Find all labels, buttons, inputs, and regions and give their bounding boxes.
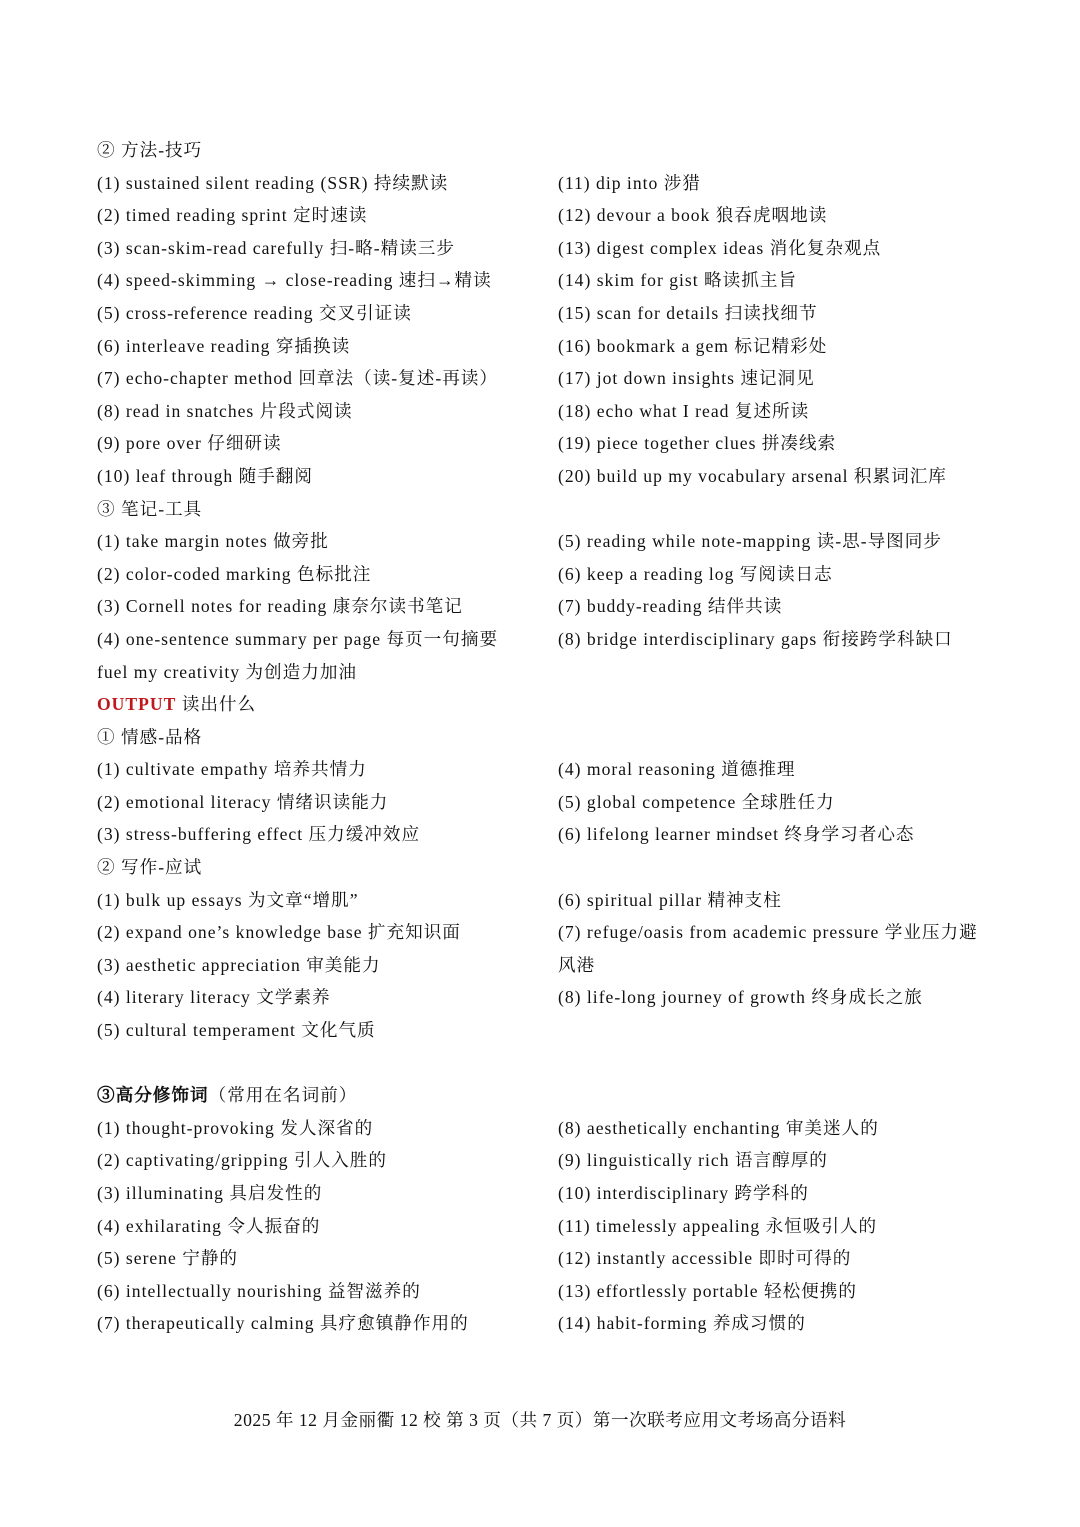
list-item: (5) serene 宁静的 (12) instantly accessible 即时可得的 xyxy=(97,1248,852,1269)
list-item: (2) expand one’s knowledge base 扩充知识面 (7) refuge/oasis from academic pressure 学业压力避 风港 xyxy=(0,916,1080,949)
list-item: (6) intellectually nourishing 益智滋养的 (13) effortlessly portable 轻松便携的 xyxy=(97,1280,857,1301)
section-number: ③ xyxy=(97,1085,116,1106)
list-item: (2) captivating/gripping 引人入胜的 (9) linguistically rich 语言醇厚的 xyxy=(97,1150,828,1171)
section-title: 笔记-工具 xyxy=(121,498,203,519)
section-number: ② xyxy=(97,857,116,878)
output-heading-en: OUTPUT xyxy=(97,694,177,715)
list-item: (4) one-sentence summary per page 每页一句摘要 (8) bridge interdisciplinary gaps 衔接跨学科缺口 xyxy=(97,628,953,649)
section-heading-writing xyxy=(0,851,1080,884)
list-item: (3) aesthetic appreciation 审美能力 xyxy=(97,954,381,975)
list-item: (7) echo-chapter method 回章法（读-复述-再读） (17) jot down insights 速记洞见 xyxy=(97,368,815,389)
list-item: fuel my creativity 为创造力加油 xyxy=(97,661,358,682)
list-item: (1) bulk up essays 为文章“增肌” (6) spiritual pillar 精神支柱 xyxy=(97,889,782,910)
section-number: ② xyxy=(97,140,116,160)
section-title: 情感-品格 xyxy=(121,726,203,747)
list-item: (4) exhilarating 令人振奋的 (11) timelessly appealing 永恒吸引人的 xyxy=(97,1215,878,1236)
list-item: (5) cultural temperament 文化气质 xyxy=(97,1020,376,1041)
list-item: (1) sustained silent reading (SSR) 持续默读 (11) dip into 涉猎 xyxy=(97,172,701,193)
section-number: ① xyxy=(97,726,116,747)
output-heading xyxy=(0,688,1080,721)
section-title: 方法-技巧 xyxy=(121,140,203,160)
list-item: (1) cultivate empathy 培养共情力 (4) moral reasoning 道德推理 xyxy=(97,759,796,780)
list-item: (1) take margin notes 做旁批 (5) reading while note-mapping 读-思-导图同步 xyxy=(97,531,942,552)
section-title: 写作-应试 xyxy=(121,857,203,878)
list-item: (3) scan-skim-read carefully 扫-略-精读三步 (13) digest complex ideas 消化复杂观点 xyxy=(97,237,882,258)
list-item: (10) leaf through 随手翻阅 (20) build up my vocabulary arsenal 积累词汇库 xyxy=(97,465,947,486)
section-note: （常用在名词前） xyxy=(208,1085,358,1106)
section-heading-modifiers xyxy=(0,1079,1080,1112)
list-item: (9) pore over 仔细研读 (19) piece together clues 拼凑线索 xyxy=(97,433,837,454)
list-item: (6) interleave reading 穿插换读 (16) bookmark a gem 标记精彩处 xyxy=(97,335,828,356)
section-heading-notes xyxy=(0,493,1080,526)
section-title: 高分修饰词 xyxy=(115,1085,209,1106)
list-item: (1) thought-provoking 发人深省的 (8) aesthetically enchanting 审美迷人的 xyxy=(97,1117,879,1138)
section-number: ③ xyxy=(97,498,116,519)
list-item: (8) read in snatches 片段式阅读 (18) echo what I read 复述所读 xyxy=(97,400,810,421)
list-item: (3) illuminating 具启发性的 (10) interdisciplinary 跨学科的 xyxy=(97,1183,809,1203)
list-item: (3) stress-buffering effect 压力缓冲效应 (6) lifelong learner mindset 终身学习者心态 xyxy=(97,824,915,845)
list-item: (2) color-coded marking 色标批注 (6) keep a reading log 写阅读日志 xyxy=(97,563,833,584)
list-item: (2) emotional literacy 情绪识读能力 (5) global competence 全球胜任力 xyxy=(97,791,835,812)
list-item: (4) literary literacy 文学素养 (8) life-long journey of growth 终身成长之旅 xyxy=(97,987,923,1008)
list-item: (7) therapeutically calming 具疗愈镇静作用的 (14) habit-forming 养成习惯的 xyxy=(97,1313,806,1334)
document-page xyxy=(0,134,1080,1340)
section-heading-emotion xyxy=(0,721,1080,754)
list-item: (3) Cornell notes for reading 康奈尔读书笔记 (7) buddy-reading 结伴共读 xyxy=(97,596,783,617)
page-footer: 2025 年 12 月金丽衢 12 校 第 3 页（共 7 页）第一次联考应用文考场高分语料 xyxy=(233,1410,847,1430)
list-item-continuation: 风港 xyxy=(558,954,596,975)
output-heading-zh: 读出什么 xyxy=(181,694,257,715)
list-item: (5) cross-reference reading 交叉引证读 (15) scan for details 扫读找细节 xyxy=(97,302,818,323)
list-item: (4) speed-skimming → close-reading 速扫→精读 (14) skim for gist 略读抓主旨 xyxy=(97,270,798,291)
section-heading-method xyxy=(0,134,1080,167)
list-item: (2) timed reading sprint 定时速读 (12) devour a book 狼吞虎咽地读 xyxy=(97,205,828,226)
